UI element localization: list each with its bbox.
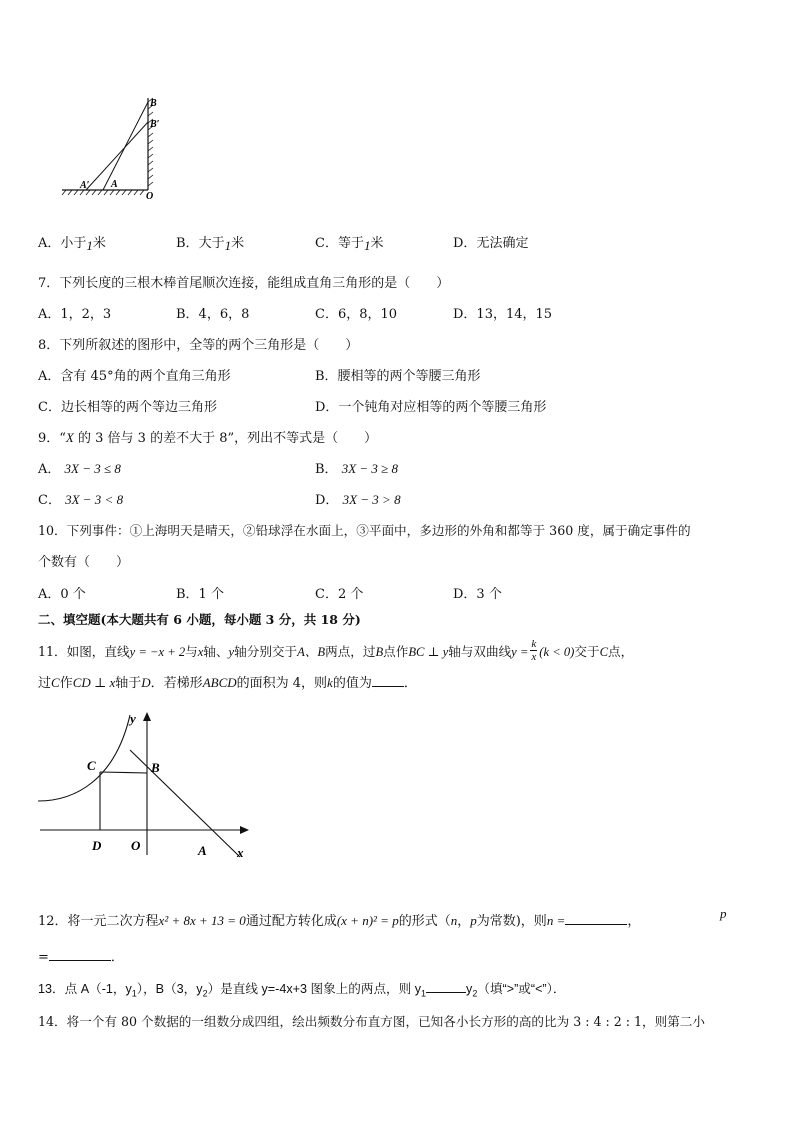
ladder-label-A: A <box>111 179 118 190</box>
q12-line1: 12．将一元二次方程x² + 8x + 13 = 0通过配方转化成(x + n)² = p的形式（n，p为常数)，则n = ， <box>38 913 641 929</box>
q8-option-d: D．一个钝角对应相等的两个等腰三角形 <box>315 400 547 415</box>
q10-line2: 个数有（ ） <box>38 555 130 570</box>
ladder-label-Bprime: B′ <box>150 119 160 130</box>
q11-graph <box>30 705 260 865</box>
q8-stem: 8．下列所叙述的图形中，全等的两个三角形是（ ） <box>38 338 359 353</box>
ladder-figure <box>60 92 170 200</box>
q10-option-c: C．2 个 <box>315 587 364 602</box>
q6-option-a: A．小于1米 <box>38 236 106 253</box>
q7-option-d: D．13，14，15 <box>453 307 553 322</box>
graph-label-B: B <box>151 760 160 775</box>
q7-option-a: A．1，2，3 <box>38 307 112 322</box>
q9-stem: 9．“X 的 3 倍与 3 的差不大于 8”，列出不等式是（ ） <box>38 430 378 446</box>
q7-option-c: C．6，8，10 <box>315 307 398 322</box>
q11-answer-blank[interactable] <box>372 675 404 687</box>
q8-option-b: B．腰相等的两个等腰三角形 <box>315 369 481 384</box>
q9-option-a: A． 3X − 3 ≤ 8 <box>38 461 121 477</box>
ladder-label-Aprime: A′ <box>80 180 90 191</box>
q9-option-b: B． 3X − 3 ≥ 8 <box>315 461 399 477</box>
section-2-heading: 二、填空题(本大题共有 6 小题，每小题 3 分，共 18 分) <box>38 612 361 627</box>
q8-option-a: A．含有 45°角的两个直角三角形 <box>38 369 231 384</box>
graph-label-O: O <box>131 838 141 853</box>
q6-option-d: D．无法确定 <box>453 236 529 251</box>
q10-line1: 10．下列事件：①上海明天是晴天，②铅球浮在水面上，③平面中，多边形的外角和都等于 360 度，属于确定事件的 <box>38 523 691 538</box>
q8-option-c: C．边长相等的两个等边三角形 <box>38 400 217 415</box>
q11-line1: 11．如图，直线y = −x + 2与x轴、y轴分别交于A、B两点，过B点作BC ⊥ y轴与双曲线y = $\frac{k}{x}$ (k < 0)交于C点， <box>38 638 634 663</box>
q9-option-d: D． 3X − 3 > 8 <box>315 492 401 508</box>
q6-option-c: C．等于1米 <box>315 236 384 253</box>
q9-option-c: C． 3X − 3 < 8 <box>38 492 124 508</box>
q11-line2: 过C作CD ⊥ x轴于D．若梯形ABCD的面积为 4，则k的值为 ． <box>38 675 417 691</box>
q12-p-label: p <box>720 906 727 921</box>
graph-label-y: y <box>130 711 136 726</box>
q10-option-d: D．3 个 <box>453 587 502 602</box>
q13-answer-blank[interactable] <box>426 981 466 993</box>
q12-blank-n[interactable] <box>565 913 627 925</box>
q7-stem: 7．下列长度的三根木棒首尾顺次连接，能组成直角三角形的是（ ） <box>38 276 450 291</box>
graph-label-C: C <box>87 758 96 773</box>
q10-option-a: A．0 个 <box>38 587 86 602</box>
q14-line: 14．将一个有 80 个数据的一组数分成四组，绘出频数分布直方图，已知各小长方形的高的比为 3 : 4 : 2 : 1，则第二小 <box>38 1014 705 1029</box>
ladder-label-B: B <box>150 98 157 109</box>
q12-blank-p[interactable] <box>49 949 111 961</box>
q12-line2: = ． <box>38 950 124 965</box>
q7-option-b: B．4，6，8 <box>176 307 250 322</box>
q10-option-b: B．1 个 <box>176 587 224 602</box>
graph-label-A: A <box>198 843 207 858</box>
q13-line: 13．点 A（-1，$y_1$），B（3，$y_2$）是直线 y=-4x+3 图象上的两点，则 $y_1$ $y_2$（填“>”或“<”）． <box>38 982 566 999</box>
ladder-label-O: O <box>146 191 154 200</box>
graph-label-D: D <box>92 838 102 853</box>
q6-option-b: B．大于1米 <box>176 236 245 253</box>
graph-label-x: x <box>237 845 244 860</box>
